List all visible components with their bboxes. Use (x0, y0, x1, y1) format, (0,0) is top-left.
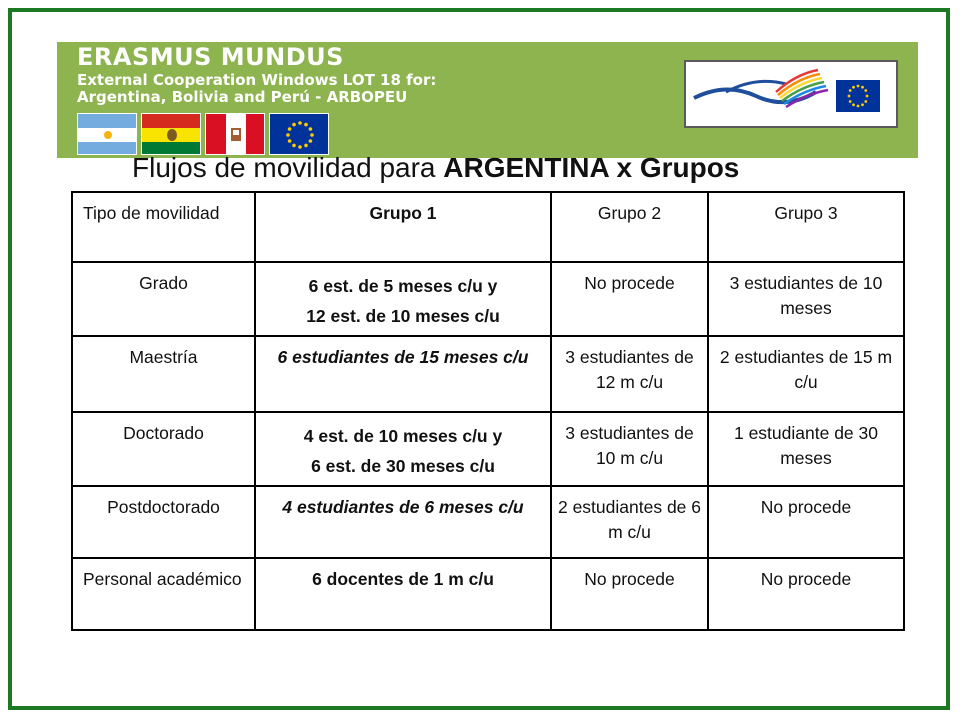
row-grupo-2: 2 estudiantes de 6 m c/u (551, 486, 708, 558)
row-grupo-1-line-2: 12 est. de 10 meses c/u (306, 306, 500, 326)
eu-flag-logo (836, 80, 880, 112)
table-row (72, 558, 904, 630)
row-grupo-2: 3 estudiantes de 10 m c/u (551, 412, 708, 486)
row-tipo: Personal académico (72, 558, 255, 630)
row-grupo-3: 1 estudiante de 30 meses (708, 412, 904, 486)
row-grupo-3: 3 estudiantes de 10 meses (708, 262, 904, 336)
row-grupo-3: No procede (708, 558, 904, 630)
header-grupo-3: Grupo 3 (708, 192, 904, 262)
brand-subtitle-1: External Cooperation Windows LOT 18 for: (77, 71, 437, 89)
row-grupo-2: No procede (551, 558, 708, 630)
brand-block (77, 42, 436, 106)
row-tipo: Grado (72, 262, 255, 336)
row-grupo-1 (255, 262, 551, 336)
slide-title-prefix: Flujos de movilidad para (132, 152, 444, 183)
table-row (72, 486, 904, 558)
argentina-flag (77, 113, 137, 155)
header-tipo: Tipo de movilidad (72, 192, 255, 262)
slide-title-bold: ARGENTINA x Grupos (443, 152, 740, 183)
row-tipo: Maestría (72, 336, 255, 412)
row-grupo-1-line-1: 4 est. de 10 meses c/u y (303, 426, 503, 446)
table-row (72, 336, 904, 412)
row-grupo-1 (255, 412, 551, 486)
table-row (72, 262, 904, 336)
slide-title (132, 152, 739, 184)
header-grupo-1: Grupo 1 (255, 192, 551, 262)
row-grupo-1-line-2: 6 est. de 30 meses c/u (311, 456, 495, 476)
brand-title: ERASMUS MUNDUS (77, 43, 344, 71)
eu-flag (269, 113, 329, 155)
row-tipo: Doctorado (72, 412, 255, 486)
row-tipo: Postdoctorado (72, 486, 255, 558)
row-grupo-3: No procede (708, 486, 904, 558)
logo-panel (684, 60, 898, 128)
row-grupo-2: No procede (551, 262, 708, 336)
row-grupo-1: 6 docentes de 1 m c/u (255, 558, 551, 630)
row-grupo-1: 4 estudiantes de 6 meses c/u (255, 486, 551, 558)
table-header-row (72, 192, 904, 262)
header-grupo-2: Grupo 2 (551, 192, 708, 262)
row-grupo-2: 3 estudiantes de 12 m c/u (551, 336, 708, 412)
table-row (72, 412, 904, 486)
row-grupo-1-line-1: 6 est. de 5 meses c/u y (308, 276, 498, 296)
brand-subtitle-2: Argentina, Bolivia and Perú - ARBOPEU (77, 88, 408, 106)
peru-flag (205, 113, 265, 155)
bolivia-flag (141, 113, 201, 155)
mobility-table (71, 191, 905, 631)
row-grupo-1: 6 estudiantes de 15 meses c/u (255, 336, 551, 412)
row-grupo-3: 2 estudiantes de 15 m c/u (708, 336, 904, 412)
